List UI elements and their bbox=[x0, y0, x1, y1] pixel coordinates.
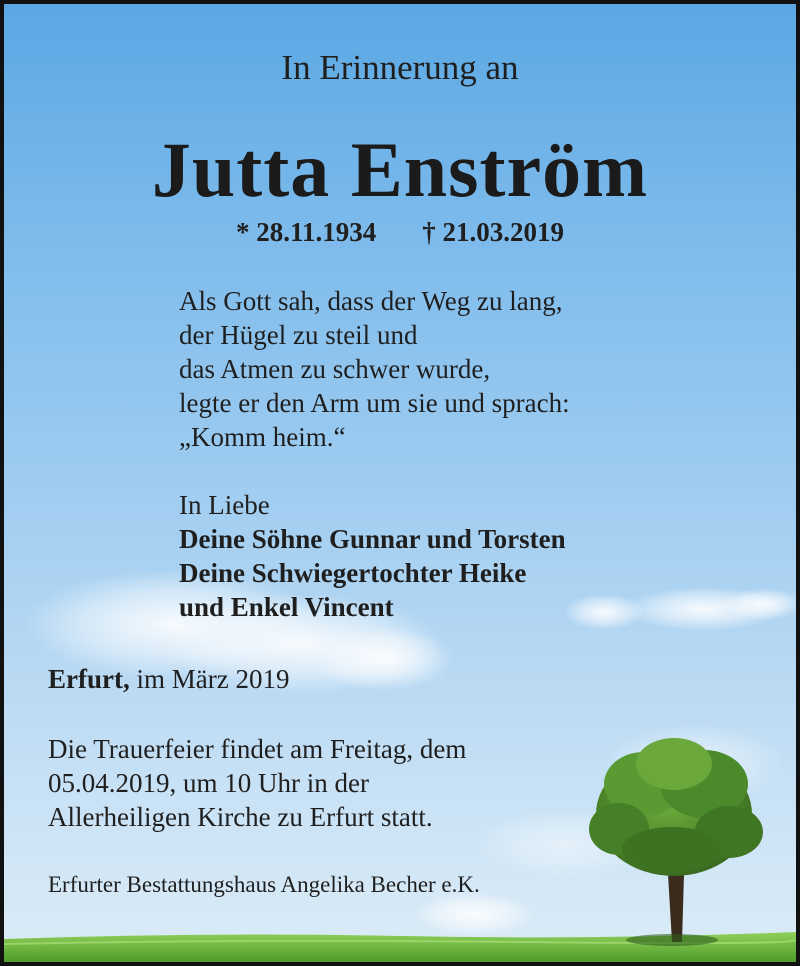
poem-line: das Atmen zu schwer wurde, bbox=[179, 354, 491, 384]
funeral-line: Allerheiligen Kirche zu Erfurt statt. bbox=[48, 802, 433, 832]
place-city: Erfurt, bbox=[48, 664, 130, 694]
place-and-date bbox=[48, 662, 289, 696]
deceased-name: Jutta Enström bbox=[151, 126, 649, 213]
family-line: und Enkel Vincent bbox=[179, 592, 394, 622]
poem-line: „Komm heim.“ bbox=[179, 422, 346, 452]
place-date: im März 2019 bbox=[129, 664, 290, 694]
poem-line: Als Gott sah, dass der Weg zu lang, bbox=[179, 286, 563, 316]
poem-line: legte er den Arm um sie und sprach: bbox=[179, 388, 570, 418]
undertaker-name: Erfurter Bestattungshaus Angelika Becher e.K. bbox=[48, 872, 480, 897]
family-greeting: In Liebe bbox=[179, 490, 270, 520]
death-date: † 21.03.2019 bbox=[422, 217, 564, 247]
funeral-line: Die Trauerfeier findet am Freitag, dem bbox=[48, 734, 467, 764]
memorial-intro: In Erinnerung an bbox=[281, 48, 519, 87]
poem-line: der Hügel zu steil und bbox=[179, 320, 418, 350]
birth-date: * 28.11.1934 bbox=[235, 217, 377, 247]
family-line: Deine Söhne Gunnar und Torsten bbox=[179, 524, 566, 554]
funeral-line: 05.04.2019, um 10 Uhr in der bbox=[48, 768, 369, 798]
family-signature bbox=[179, 488, 566, 624]
tree-icon bbox=[589, 738, 763, 946]
funeral-notice bbox=[48, 732, 466, 834]
family-line: Deine Schwiegertochter Heike bbox=[179, 558, 527, 588]
life-dates bbox=[4, 214, 796, 250]
memorial-poem bbox=[179, 284, 570, 454]
